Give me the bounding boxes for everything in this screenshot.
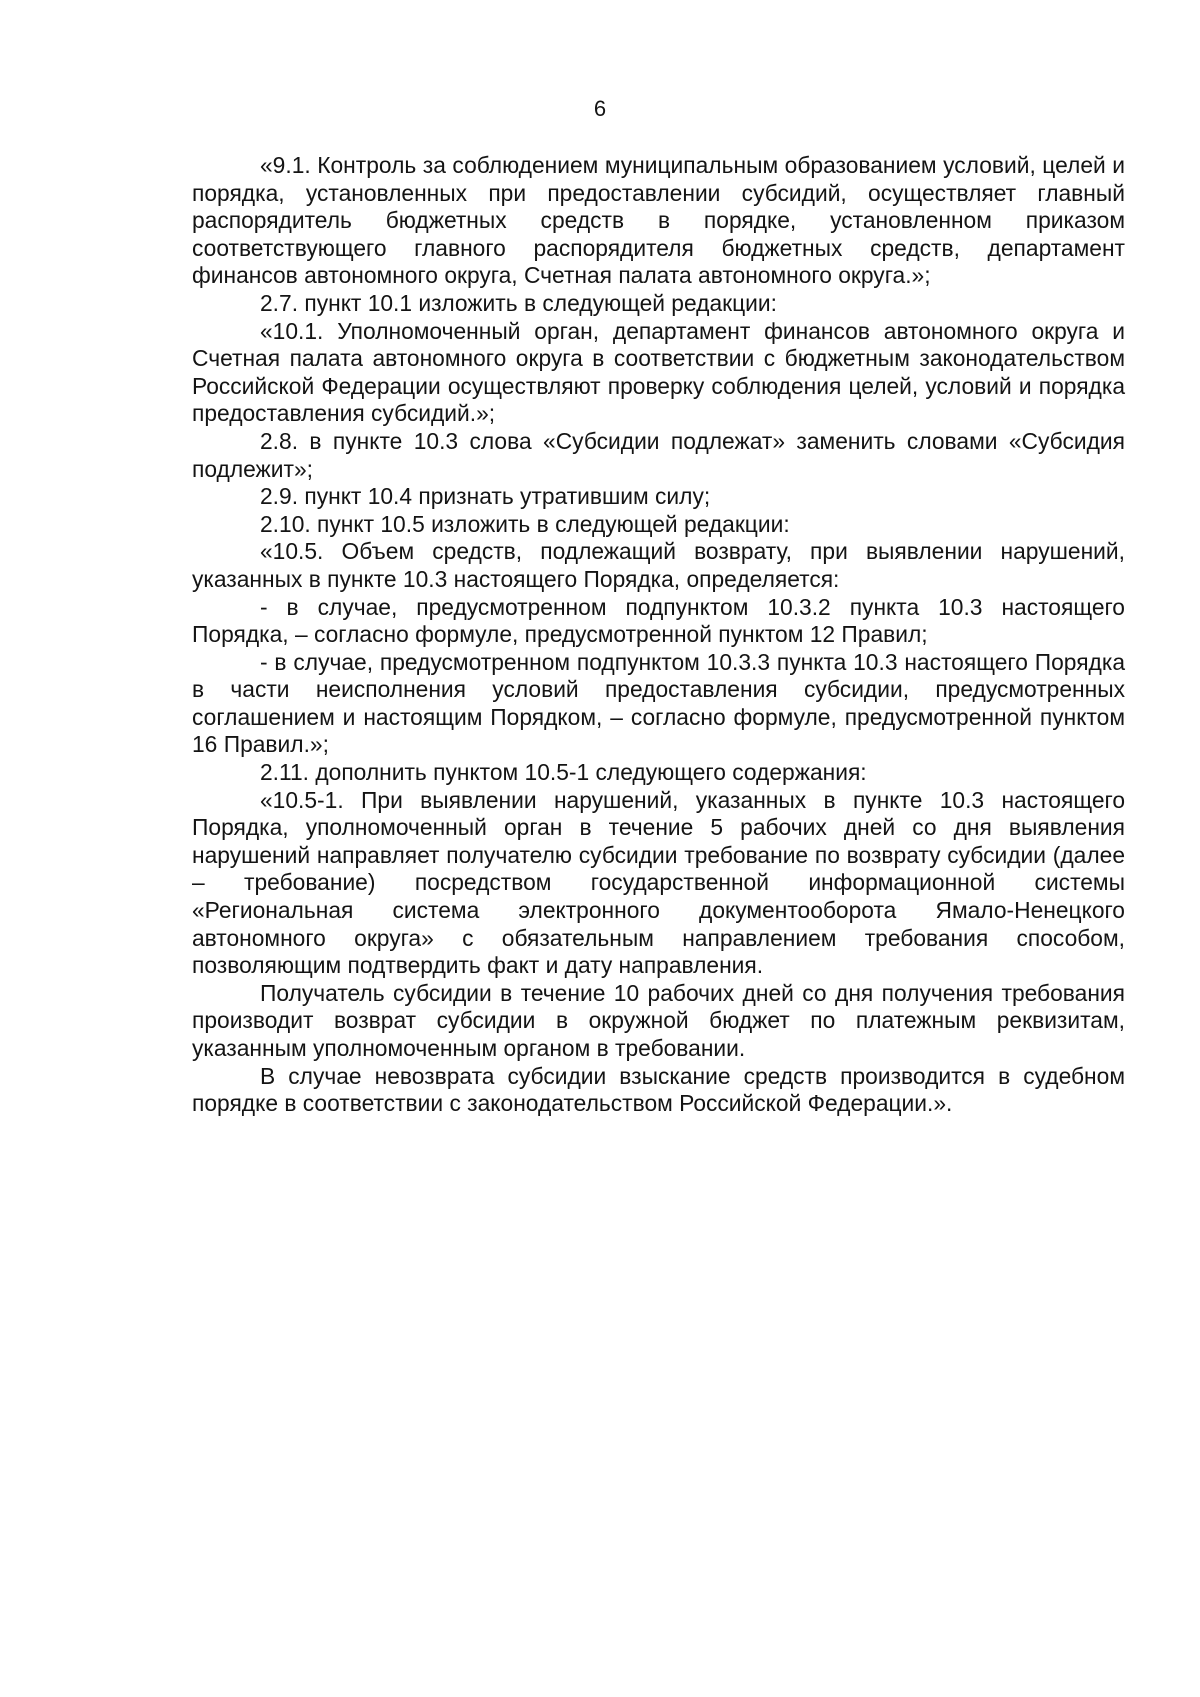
paragraph-10-5-case-2: - в случае, предусмотренном подпунктом 10.3.3 пункта 10.3 настоящего Порядка в части неисполнения условий предоставления субсидии, предусмотренных соглашением и настоящим Порядком, – согласно формуле, предусмотренной пунктом 16 Правил.»;: [192, 648, 1125, 758]
paragraph-court-recovery: В случае невозврата субсидии взыскание средств производится в судебном порядке в соответствии с законодательством Российской Федерации.».: [192, 1062, 1125, 1117]
paragraph-2-9: 2.9. пункт 10.4 признать утратившим силу;: [260, 483, 711, 510]
paragraph-2-11: 2.11. дополнить пунктом 10.5-1 следующего содержания:: [260, 759, 867, 786]
paragraph-10-5-case-1: - в случае, предусмотренном подпунктом 10.3.2 пункта 10.3 настоящего Порядка, – согласно формуле, предусмотренной пунктом 12 Правил;: [192, 593, 1125, 648]
paragraph-2-7: 2.7. пункт 10.1 изложить в следующей редакции:: [260, 289, 777, 316]
page-number: 6: [593, 96, 607, 121]
paragraph-9-1: «9.1. Контроль за соблюдением муниципальным образованием условий, целей и порядка, установленных при предоставлении субсидий, осуществляет главный распорядитель бюджетных средств в порядке, установленном приказом соответствующего главного распорядителя бюджетных средств, департамент финансов автономного округа, Счетная палата автономного округа.»;: [192, 152, 1125, 289]
paragraph-refund-term: Получатель субсидии в течение 10 рабочих дней со дня получения требования производит возврат субсидии в окружной бюджет по платежным реквизитам, указанным уполномоченным органом в требовании.: [192, 979, 1125, 1061]
document-body: [192, 152, 1125, 1118]
paragraph-2-10: 2.10. пункт 10.5 изложить в следующей редакции:: [260, 510, 790, 537]
paragraph-10-5: «10.5. Объем средств, подлежащий возврату, при выявлении нарушений, указанных в пункте 10.3 настоящего Порядка, определяется:: [192, 538, 1125, 592]
paragraph-10-1: «10.1. Уполномоченный орган, департамент финансов автономного округа и Счетная палата автономного округа в соответствии с бюджетным законодательством Российской Федерации осуществляют проверку соблюдения целей, условий и порядка предоставления субсидий.»;: [192, 317, 1125, 427]
paragraph-2-8: 2.8. в пункте 10.3 слова «Субсидии подлежат» заменить словами «Субсидия подлежит»;: [192, 427, 1125, 482]
paragraph-10-5-1: «10.5-1. При выявлении нарушений, указанных в пункте 10.3 настоящего Порядка, уполномоченный орган в течение 5 рабочих дней со дня выявления нарушений направляет получателю субсидии требование по возврату субсидии (далее – требование) посредством государственной информационной системы «Региональная система электронного документооборота Ямало-Ненецкого автономного округа» с обязательным направлением требования способом, позволяющим подтвердить факт и дату направления.: [192, 786, 1125, 979]
